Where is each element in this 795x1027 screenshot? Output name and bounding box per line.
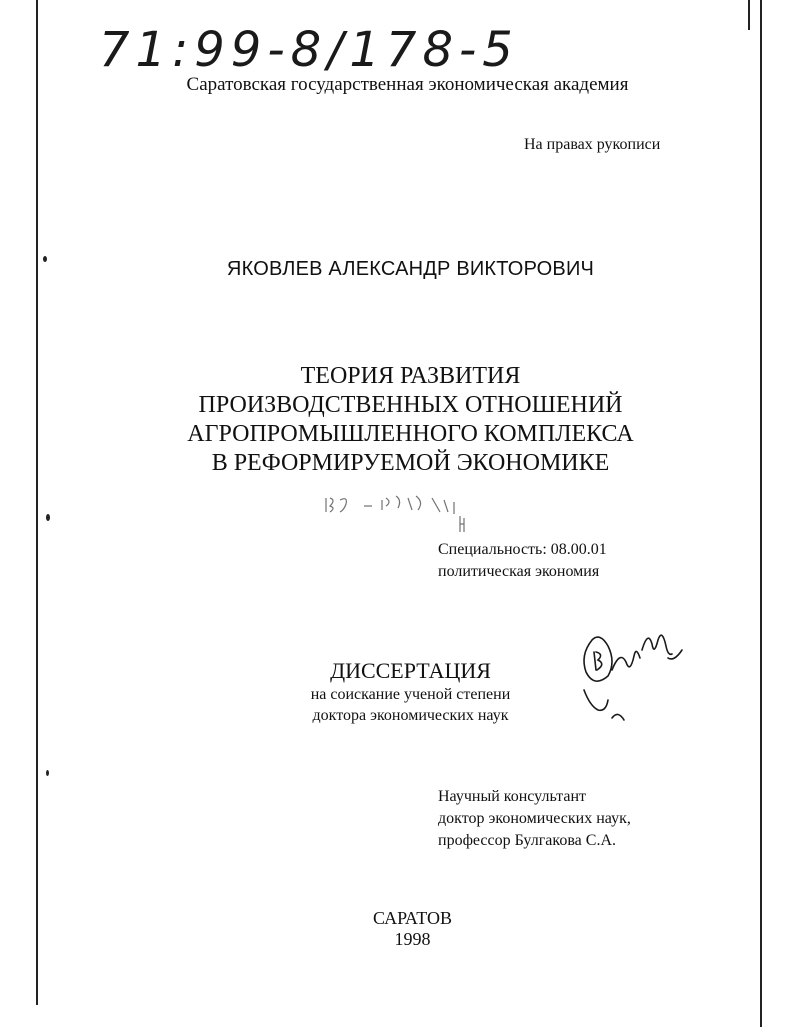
handwritten-signature <box>572 610 692 730</box>
title-line: АГРОПРОМЫШЛЕННОГО КОМПЛЕКСА <box>187 421 634 447</box>
scan-speck <box>46 770 49 776</box>
scan-speck <box>46 514 50 521</box>
consultant-name: профессор Булгакова С.А. <box>438 832 616 849</box>
scan-edge-left <box>36 0 38 1005</box>
year: 1998 <box>394 929 431 949</box>
handwritten-catalog-number <box>95 16 519 80</box>
title-line: В РЕФОРМИРУЕМОЙ ЭКОНОМИКЕ <box>211 450 610 476</box>
handwritten-catalog-number-text: 71:99-8/178-5 <box>99 22 519 78</box>
consultant-block <box>438 786 631 852</box>
institution-name: Саратовская государственная экономическая академия <box>186 74 629 95</box>
scan-speck <box>748 0 750 30</box>
consultant-degree: доктор экономических наук, <box>438 810 631 827</box>
footer-block <box>0 908 795 950</box>
manuscript-note: На правах рукописи <box>524 136 661 153</box>
degree-line-2: доктора экономических наук <box>312 707 509 724</box>
title-line: ТЕОРИЯ РАЗВИТИЯ <box>300 363 521 389</box>
degree-line-1: на соискание ученой степени <box>310 686 511 703</box>
specialty-block <box>438 539 607 583</box>
city: САРАТОВ <box>373 908 452 928</box>
faint-stamp-mark <box>320 488 495 540</box>
author-name: ЯКОВЛЕВ АЛЕКСАНДР ВИКТОРОВИЧ <box>226 258 595 280</box>
scan-edge-right <box>760 0 762 1027</box>
title-line: ПРОИЗВОДСТВЕННЫХ ОТНОШЕНИЙ <box>198 392 623 418</box>
consultant-role: Научный консультант <box>438 788 586 805</box>
specialty-code: Специальность: 08.00.01 <box>438 541 607 558</box>
dissertation-heading: ДИССЕРТАЦИЯ <box>330 658 491 683</box>
dissertation-title <box>0 362 795 478</box>
specialty-name: политическая экономия <box>438 563 600 580</box>
